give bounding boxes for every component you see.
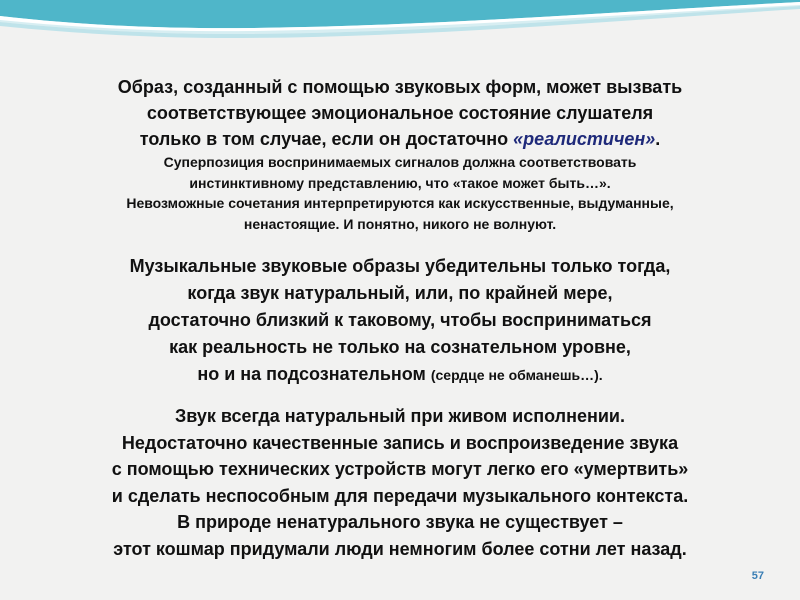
text-line: Суперпозиция воспринимаемых сигналов должна соответствовать xyxy=(163,154,637,170)
text-line-with-emphasis xyxy=(0,126,800,152)
text-line: В природе ненатурального звука не существует – xyxy=(177,512,623,532)
text-line: как реальность не только на сознательном уровне, xyxy=(169,337,631,357)
text-line: когда звук натуральный, или, по крайней мере, xyxy=(187,283,613,303)
text-line: и сделать неспособным для передачи музыкального контекста. xyxy=(111,485,689,506)
decorative-wave xyxy=(0,0,800,80)
text-line: соответствующее эмоциональное состояние слушателя xyxy=(146,103,654,123)
text-segment: только в том случае, если он достаточно xyxy=(139,129,514,149)
text-line: ненастоящие. И понятно, никого не волнуют. xyxy=(243,215,557,232)
text-line: инстинктивному представлению, что «такое может быть…». xyxy=(189,174,611,191)
text-line: Образ, созданный с помощью звуковых форм, может вызвать xyxy=(117,77,683,97)
text-line: Музыкальные звуковые образы убедительны только тогда, xyxy=(129,256,671,276)
text-segment: но и на подсознательном xyxy=(197,364,431,384)
text-line: этот кошмар придумали люди немногим более сотни лет назад. xyxy=(113,538,687,559)
paragraph-superposition xyxy=(0,152,800,234)
parenthetical-note: (сердце не обманешь…). xyxy=(430,367,603,383)
emphasis-word: «реалистичен» xyxy=(513,129,656,149)
text-line-with-note xyxy=(0,361,800,389)
text-segment: . xyxy=(655,129,661,149)
paragraph-musical-images xyxy=(0,253,800,389)
text-line: Невозможные сочетания интерпретируются как искусственные, выдуманные, xyxy=(126,195,674,211)
paragraph-live-sound xyxy=(0,403,800,562)
text-line: Звук всегда натуральный при живом исполнении. xyxy=(174,406,626,426)
text-line: Недостаточно качественные запись и воспроизведение звука xyxy=(121,432,679,453)
text-line: с помощью технических устройств могут легко его «умертвить» xyxy=(111,459,689,479)
paragraph-intro xyxy=(0,74,800,152)
text-line: достаточно близкий к таковому, чтобы восприниматься xyxy=(148,310,652,330)
page-number: 57 xyxy=(751,570,764,582)
